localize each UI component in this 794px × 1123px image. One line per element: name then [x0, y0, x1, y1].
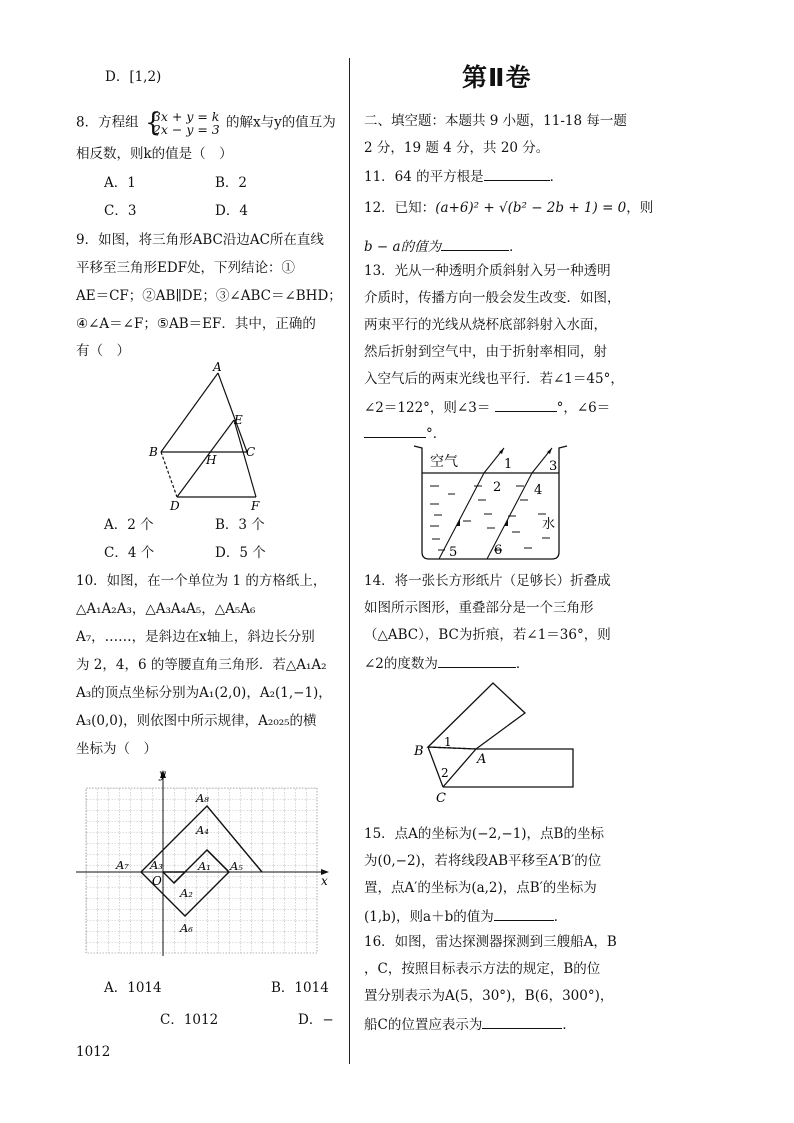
q7-option-d: D．[1,2): [105, 69, 162, 85]
q10-grid-figure: [76, 768, 336, 958]
q9-label-h: H: [206, 453, 217, 467]
q13-line2: 介质时，传播方向一般会发生改变．如图，: [364, 290, 621, 306]
fill-in-heading-line2: 2 分，19 题 4 分，共 20 分。: [364, 140, 550, 156]
q12-line2-text: b − a的值为: [364, 239, 442, 255]
q13-line3: 两束平行的光线从烧杯底部斜射入水面，: [364, 317, 607, 333]
q13-line6: [364, 397, 610, 417]
q13-air-label: 空气: [430, 454, 458, 470]
q10-option-d: D．−: [298, 1012, 334, 1028]
q9-option-a: A．2 个: [104, 517, 154, 533]
q12-answer-blank: [441, 236, 509, 251]
q16-answer-blank: [482, 1014, 562, 1029]
q11-end-dot: ．: [549, 169, 564, 185]
q13-line7-tail: °．: [426, 426, 447, 442]
q8-option-c: C．3: [104, 203, 137, 219]
q9-option-d: D．5 个: [215, 545, 266, 561]
q15-end-dot: ．: [553, 909, 568, 925]
q12-formula: (a+6)² + √(b² − 2b + 1) = 0: [435, 200, 627, 216]
q8-option-a: A．1: [104, 175, 136, 191]
q13-line7: [364, 423, 446, 443]
q10-label-a6: A₆: [180, 921, 193, 935]
q13-angle6: 6: [494, 543, 503, 558]
q10-label-a3: A₃: [150, 858, 163, 872]
q16-line2: ，C，按照目标表示方法的规定，B的位: [364, 961, 601, 977]
q14-line4-text: ∠2的度数为: [364, 656, 438, 672]
q13-angle1: 1: [504, 457, 513, 472]
fill-in-heading-line1: 二、填空题：本题共 9 小题，11-18 每一题: [364, 113, 627, 129]
q16-line4: [364, 1014, 576, 1034]
q12-suffix: ，则: [626, 200, 654, 216]
q9-option-b: B．3 个: [215, 517, 265, 533]
q9-label-f: F: [251, 499, 260, 513]
q8-prefix: 8．方程组: [76, 114, 139, 131]
q9-line2: 平移至三角形EDF处，下列结论：①: [76, 260, 296, 276]
q8-stem-line2: 相反数，则k的值是（ ）: [76, 146, 233, 162]
q16-line1: 16．如图，雷达探测器探测到三艘船A，B: [364, 934, 617, 950]
q10-label-a5: A₅: [230, 859, 243, 873]
q12-prefix: 12．已知：: [364, 200, 436, 216]
q9-label-e: E: [234, 413, 243, 427]
q10-label-a1: A₁: [198, 859, 211, 873]
q10-label-a7: A₇: [116, 858, 129, 872]
q14-label-a: A: [477, 752, 487, 767]
q14-line1: 14．将一张长方形纸片（足够长）折叠成: [364, 573, 611, 589]
q15-line4: [364, 906, 567, 926]
q15-line4-text: (1,b)，则a＋b的值为: [364, 909, 494, 925]
q13-angle3-blank: [495, 397, 557, 412]
q13-line5: 入空气后的两束光线也平行．若∠1＝45°，: [364, 371, 624, 387]
q10-label-a4: A₄: [196, 823, 209, 837]
q13-angle3: 3: [549, 459, 558, 474]
q10-axis-y-label: y: [159, 768, 166, 781]
q8-equation-system: { 3x + y = k 2x − y = 3: [144, 108, 220, 138]
q12-end-dot: ．: [509, 239, 523, 255]
q15-line3: 置，点A′的坐标为(a,2)，点B′的坐标为: [364, 880, 597, 896]
q14-line4: [364, 653, 529, 673]
q9-line1: 9．如图，将三角形ABC沿边AC所在直线: [76, 232, 324, 248]
q9-label-c: C: [246, 445, 256, 459]
q13-line4: 然后折射到空气中，由于折射率相同，射: [364, 344, 607, 360]
q10-line3: A₇，……，是斜边在x轴上，斜边长分别: [76, 629, 315, 645]
q10-option-b: B．1014: [271, 980, 329, 996]
q13-angle2: 2: [493, 480, 502, 495]
q8-eq1: 3x + y = k: [152, 109, 220, 124]
q8-eq2: 2x − y = 3: [152, 122, 220, 137]
q10-line5: A₃的顶点坐标分别为A₁(2,0)，A₂(1,−1)，: [76, 685, 332, 701]
q9-option-c: C．4 个: [104, 545, 155, 561]
q10-label-a2: A₂: [180, 886, 193, 900]
q13-line1: 13．光从一种透明介质斜射入另一种透明: [364, 263, 611, 279]
q10-option-a: A．1014: [104, 980, 162, 996]
q10-axis-x-label: x: [321, 874, 328, 888]
q9-triangle-figure: [145, 360, 275, 515]
q15-line2: 为(0,−2)，若将线段AB平移至A′B′的位: [364, 853, 602, 869]
q13-angle4: 4: [534, 483, 543, 498]
q12-stem-line2: [364, 236, 523, 256]
q11-answer-blank: [484, 166, 550, 181]
q14-line3: （△ABC），BC为折痕，若∠1＝36°，则: [364, 627, 611, 643]
q11-text: 11．64 的平方根是: [364, 169, 484, 185]
q9-line5: 有（ ）: [76, 343, 130, 359]
q14-end-dot: ．: [515, 656, 530, 672]
q13-angle6-blank: [364, 423, 426, 438]
q10-line6: A₃(0,0)，则依图中所示规律，A₂₀₂₅的横: [76, 713, 317, 729]
q13-angle5: 5: [449, 545, 458, 560]
q16-line4-text: 船C的位置应表示为: [364, 1017, 483, 1033]
q14-line2: 如图所示图形，重叠部分是一个三角形: [364, 600, 594, 616]
q9-label-b: B: [149, 445, 158, 459]
q13-beaker-figure: [408, 442, 573, 562]
q14-label-b: B: [414, 744, 424, 759]
q16-end-dot: ．: [562, 1017, 576, 1033]
q15-answer-blank: [494, 906, 554, 921]
q10-label-a8: A₈: [196, 791, 209, 805]
q8-option-d: D．4: [215, 203, 248, 219]
q12-stem-line1: [364, 199, 653, 217]
q14-folded-paper-figure: [408, 675, 583, 815]
q14-label-c: C: [436, 791, 446, 806]
q9-line4: ④∠A＝∠F；⑤AB＝EF．其中，正确的: [76, 316, 316, 332]
q10-origin-label: O: [152, 874, 162, 888]
q13-line6-text: ∠2＝122°，则∠3＝: [364, 400, 491, 416]
q9-line3: AE＝CF；②AB∥DE；③∠ABC＝∠BHD；: [76, 288, 342, 304]
q8-suffix: 的解x与y的值互为: [226, 114, 336, 131]
q10-line7: 坐标为（ ）: [76, 741, 157, 757]
q8-stem-line1: [76, 110, 336, 136]
q10-option-c: C．1012: [160, 1012, 219, 1028]
section-title: 第Ⅱ卷: [462, 63, 532, 92]
q10-line4: 为 2，4，6 的等腰直角三角形．若△A₁A₂: [76, 657, 327, 673]
q10-line2: △A₁A₂A₃，△A₃A₄A₅，△A₅A₆: [76, 601, 256, 617]
q14-answer-blank: [438, 653, 516, 668]
q15-line1: 15．点A的坐标为(−2,−1)，点B的坐标: [364, 826, 604, 842]
q13-line6-tail: °，∠6＝: [556, 400, 611, 416]
q9-label-d: D: [170, 499, 180, 513]
q16-line3: 置分别表示为A(5，30°)，B(6，300°)，: [364, 988, 614, 1004]
q13-water-label: 水: [542, 517, 556, 532]
column-divider: [349, 58, 350, 1064]
q10-option-d-overflow: 1012: [76, 1044, 111, 1060]
q8-option-b: B．2: [215, 175, 248, 191]
q9-label-a: A: [213, 360, 222, 374]
q11-stem: [364, 166, 563, 186]
q14-angle1: 1: [444, 735, 452, 749]
q14-angle2: 2: [441, 766, 449, 780]
q10-line1: 10．如图，在一个单位为 1 的方格纸上，: [76, 573, 327, 589]
